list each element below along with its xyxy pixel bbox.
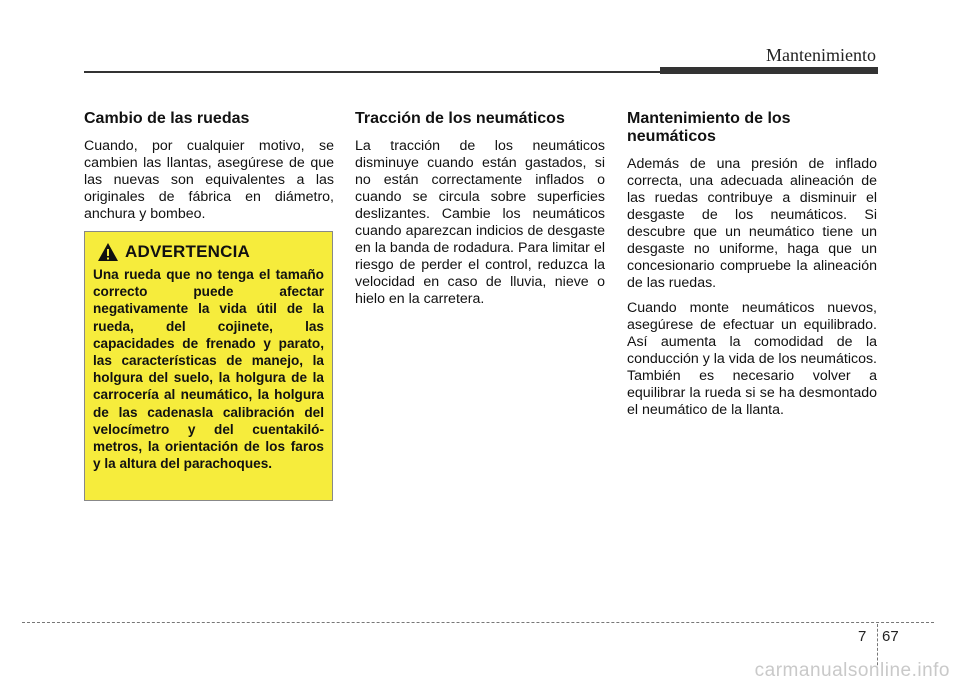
page-number: 67: [882, 628, 899, 645]
chapter-number: 7: [858, 628, 867, 645]
section-heading-wheel-change: Cambio de las ruedas: [84, 110, 250, 127]
paragraph-tire-traction: La tracción de los neumáticos disminuye cuando están gastados, si no están correctamente inflados o cuando se circula sobre superficies deslizantes. Cambie los neumáticos cuando aparezcan indicios de desgaste en la banda de rodadura. Para limitar el riesgo de perder el control, reduzca la velocidad en caso de lluvia, nieve o hielo en la carretera.: [355, 138, 605, 307]
header-rule: [84, 71, 660, 73]
column-wheel-change: [84, 110, 334, 231]
paragraph-wheel-change: Cuando, por cualquier motivo, se cambien las llantas, asegúrese de que las nuevas son equivalentes a las originales de fábrica en diámetro, anchura y bombeo.: [84, 138, 334, 222]
column-tire-maintenance: [627, 110, 877, 427]
paragraph-tire-maintenance-1: Además de una presión de inflado correcta, una adecuada alineación de las ruedas contribuye a disminuir el desgaste de los neumáticos. Si descubre que un neumático tiene un desgaste no uniforme, haga que un concesionario compruebe la alineación de las ruedas.: [627, 156, 877, 291]
section-heading-tire-maintenance: Mantenimiento de los neumáticos: [627, 110, 791, 145]
warning-title: ADVERTENCIA: [125, 242, 250, 261]
page-header-title: Mantenimiento: [766, 45, 876, 65]
header-rule-accent: [660, 67, 878, 74]
warning-box: [84, 231, 333, 501]
watermark: carmanualsonline.info: [754, 660, 950, 681]
warning-triangle-icon: [97, 242, 119, 262]
warning-header: [97, 242, 324, 262]
section-heading-tire-traction: Tracción de los neumáticos: [355, 110, 565, 127]
warning-text: Una rueda que no tenga el tamaño correcto puede afectar negativamente la vida útil de la rueda, del cojinete, las capacidades de frenado y parato, las características de manejo, la holgura del suelo, la holgura de la carrocería al neumático, la holgura de las cadenasla calibración del velocímetro y del cuentakiló-metros, la orientación de los faros y la altura del parachoques.: [93, 267, 324, 472]
column-tire-traction: [355, 110, 605, 316]
paragraph-tire-maintenance-2: Cuando monte neumáticos nuevos, asegúrese de efectuar un equilibrado. Así aumenta la comodidad de la conducción y la vida de los neumáticos. También es necesario volver a equilibrar la rueda si se ha desmontado el neumático de la llanta.: [627, 300, 877, 418]
footer-rule: [22, 622, 934, 623]
